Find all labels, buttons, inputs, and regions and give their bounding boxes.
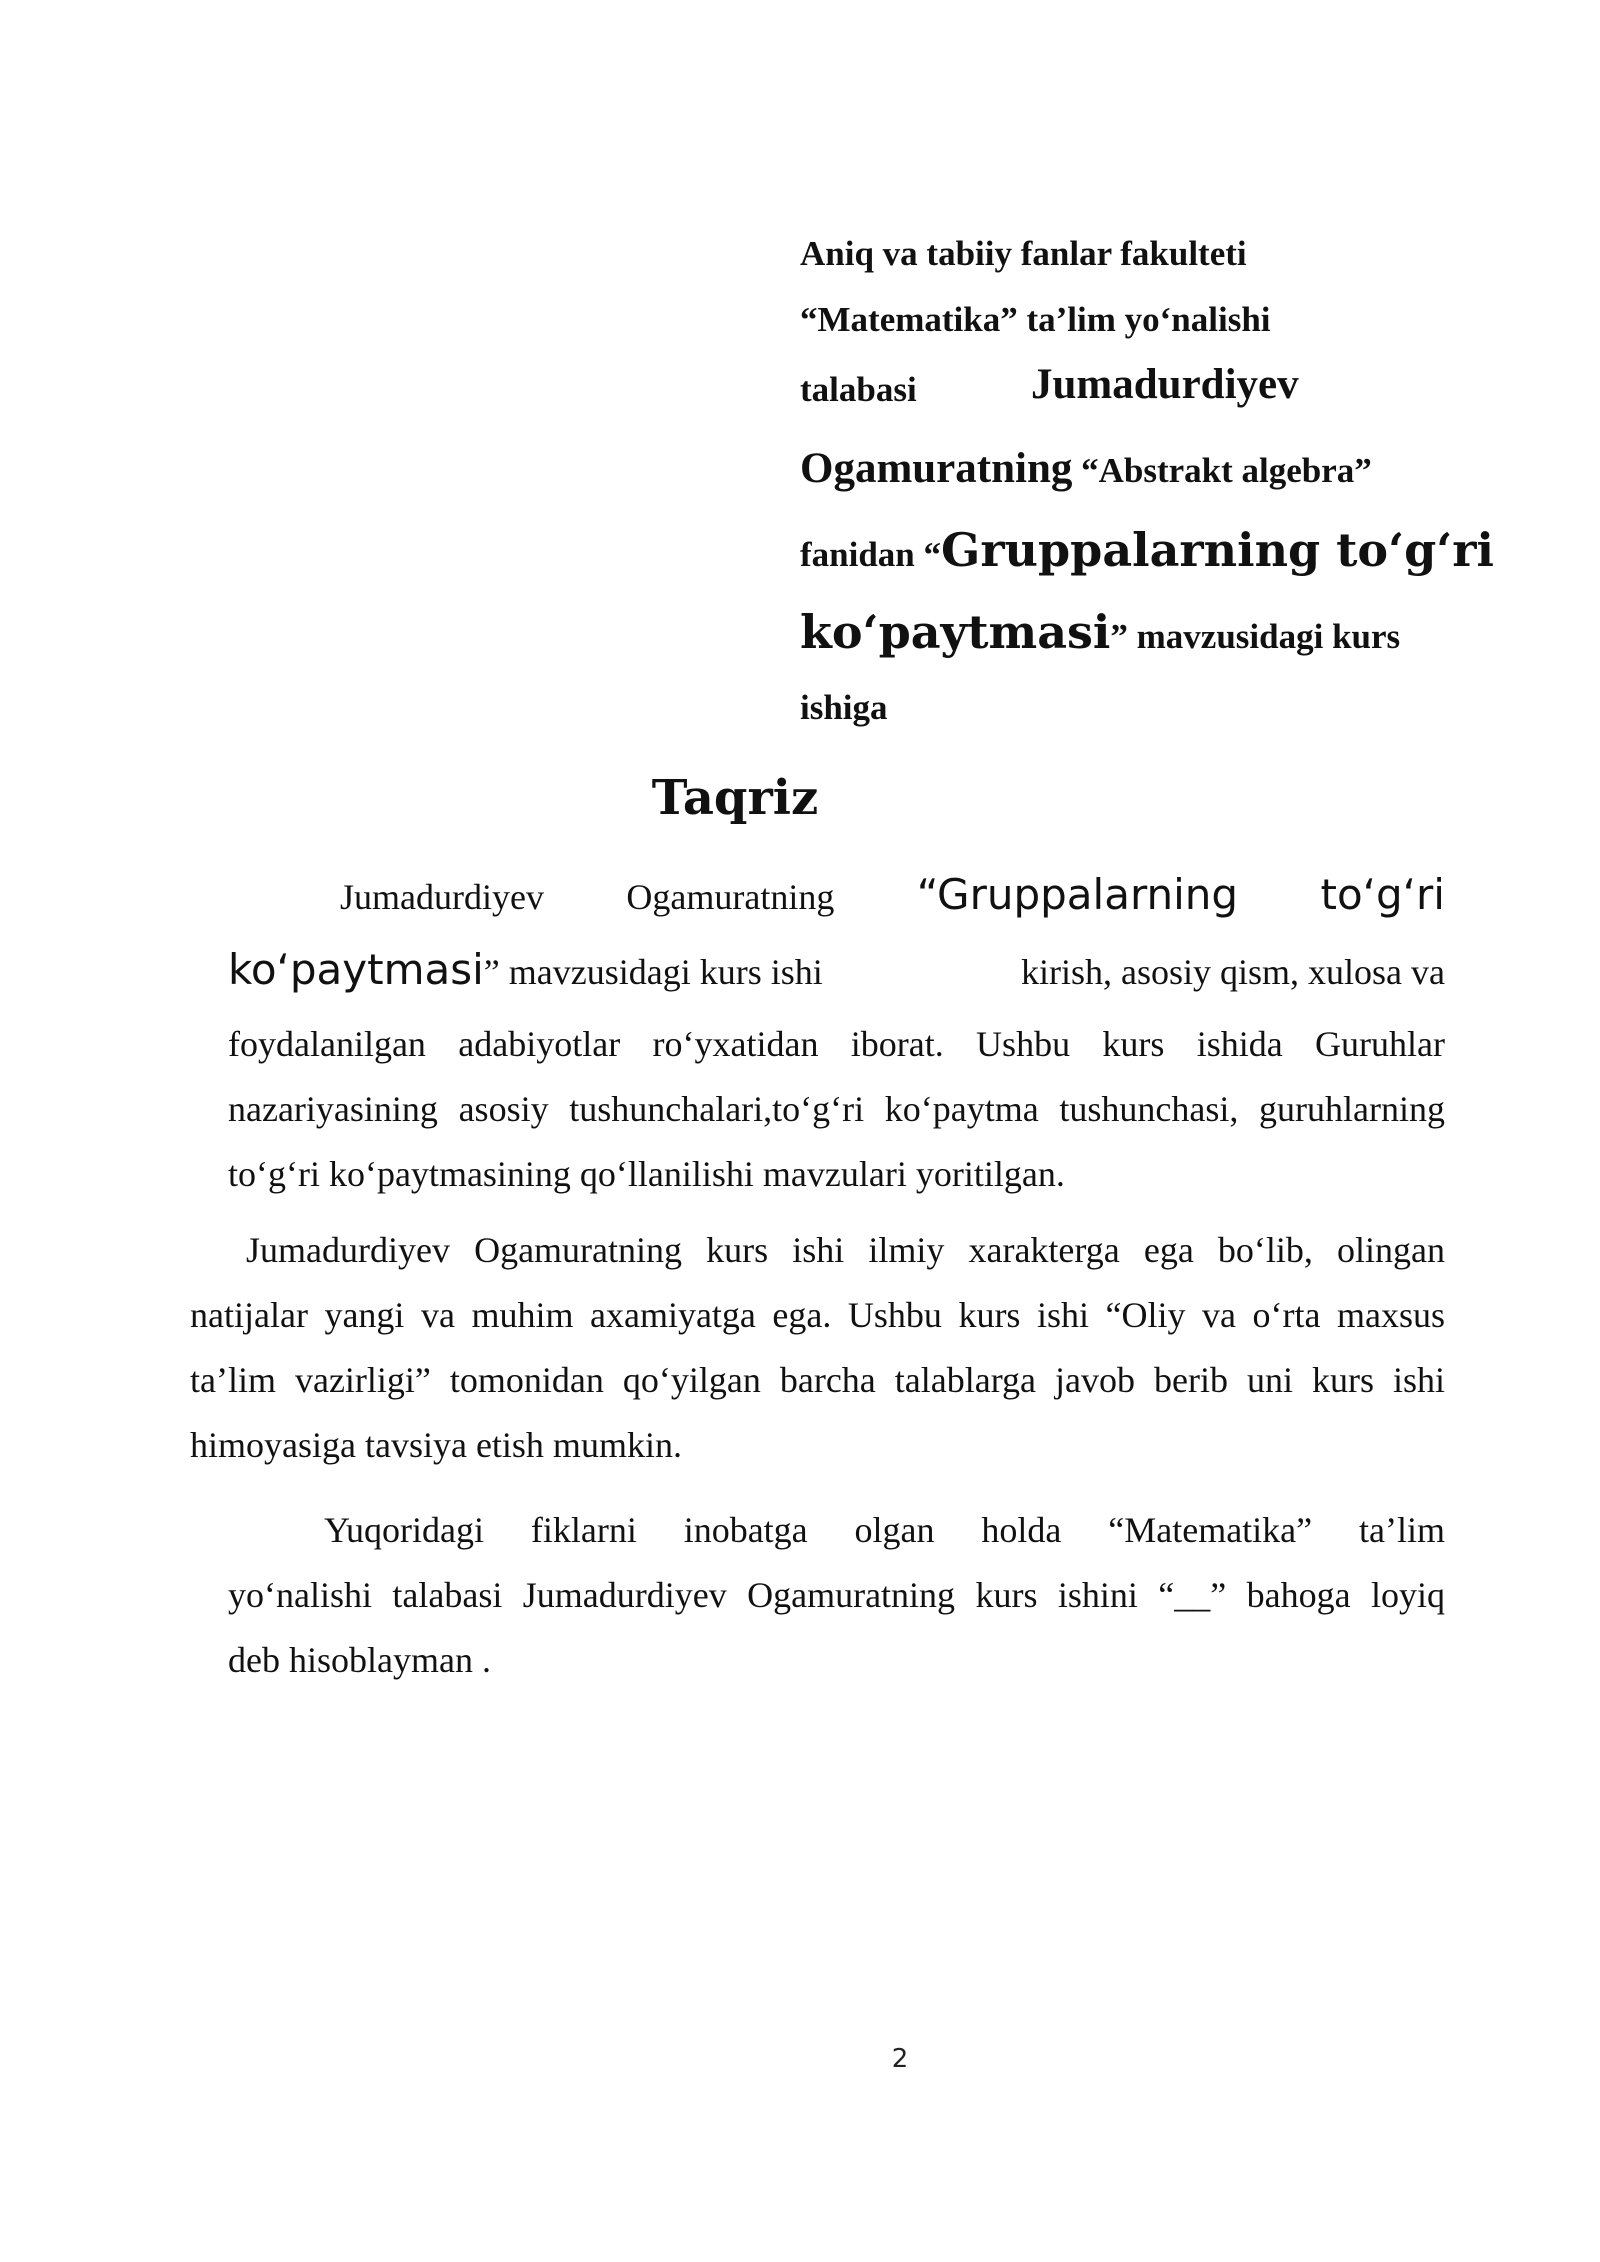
paragraph-1-line-3: foydalanilgan adabiyotlar ro‘yxatidan iborat. Ushbu kurs ishida Guruhlar (228, 1024, 1445, 1064)
paragraph-2-line-1: Jumadurdiyev Ogamuratning kurs ishi ilmiy xarakterga ega bo‘lib, olingan (246, 1230, 1445, 1270)
paragraph-1 (228, 862, 1445, 1207)
page-title: Taqriz (651, 770, 819, 826)
p1-topic-suffix: ” mavzusidagi kurs ishi (483, 952, 823, 992)
header-line-topic-2 (800, 605, 1400, 659)
header-line-subject (800, 444, 1372, 493)
p1-word-4: to‘g‘ri (1320, 870, 1445, 919)
p1-word-3: “Gruppalarning (916, 870, 1239, 919)
p1-word-1: Jumadurdiyev (340, 877, 544, 917)
paragraph-3-line-3: deb hisoblayman . (228, 1640, 491, 1680)
header-topic-prefix: fanidan “ (800, 535, 942, 574)
paragraph-3 (228, 1498, 1445, 1693)
paragraph-2-line-2: natijalar yangi va muhim axamiyatga ega. Ushbu kurs ishi “Oliy va o‘rta maxsus (190, 1295, 1445, 1335)
p1-word-2: Ogamuratning (626, 877, 835, 917)
header-topic-title-part2: ko‘paytmasi (800, 605, 1111, 659)
header-student-firstname: Ogamuratning (800, 445, 1073, 492)
header-line-end: ishiga (800, 688, 888, 727)
paragraph-2-line-4: himoyasiga tavsiya etish mumkin. (190, 1425, 682, 1465)
paragraph-2-line-3: ta’lim vazirligi” tomonidan qo‘yilgan barcha talablarga javob berib uni kurs ishi (190, 1360, 1445, 1400)
header-student-surname: Jumadurdiyev (1031, 361, 1299, 408)
header-topic-suffix: ” mavzusidagi kurs (1110, 617, 1401, 656)
header-student-label: talabasi (800, 370, 917, 409)
paragraph-1-line-2 (228, 927, 1445, 1012)
paragraph-1-line-1 (228, 862, 1445, 927)
p1-line-2-start (228, 937, 823, 1005)
page-number: 2 (891, 2044, 909, 2074)
header-line-student (800, 361, 1299, 410)
paragraph-3-line-1: Yuqoridagi fiklarni inobatga olgan holda “Matematika” ta’lim (324, 1510, 1445, 1550)
paragraph-2 (190, 1218, 1445, 1478)
header-line-topic (800, 523, 1494, 577)
paragraph-1-line-5: to‘g‘ri ko‘paytmasining qo‘llanilishi mavzulari yoritilgan. (228, 1154, 1065, 1194)
header-line-direction: “Matematika” ta’lim yo‘nalishi (800, 300, 1271, 339)
p1-topic-end: ko‘paytmasi (228, 945, 484, 994)
p1-line-2-end: kirish, asosiy qism, xulosa va (1021, 952, 1445, 992)
header-line-faculty: Aniq va tabiiy fanlar fakulteti (800, 234, 1247, 273)
paragraph-1-line-4: nazariyasining asosiy tushunchalari,to‘g‘ri ko‘paytma tushunchasi, guruhlarning (228, 1089, 1445, 1129)
header-subject: “Abstrakt algebra” (1072, 451, 1372, 490)
header-topic-title-part1: Gruppalarning to‘g‘ri (941, 523, 1495, 577)
paragraph-3-line-2: yo‘nalishi talabasi Jumadurdiyev Ogamuratning kurs ishini “__” bahoga loyiq (228, 1575, 1445, 1615)
